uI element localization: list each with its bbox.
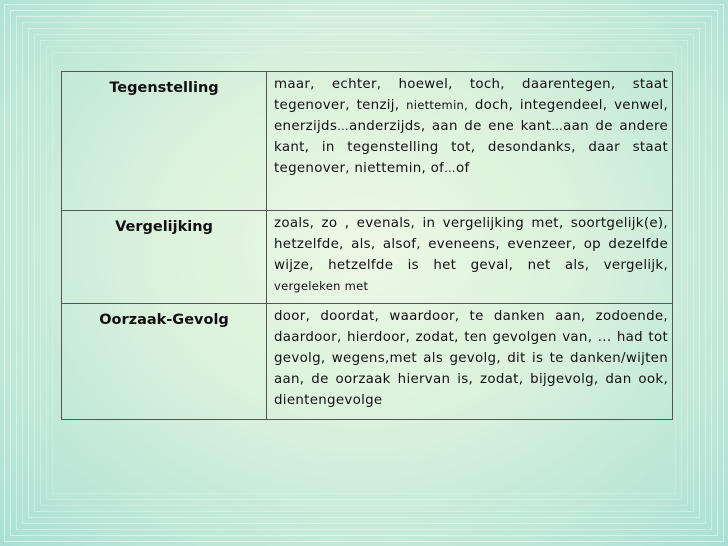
description-cell xyxy=(267,211,673,304)
description-text: of xyxy=(455,161,470,176)
term-cell: Oorzaak-Gevolg xyxy=(62,304,267,420)
term-cell: Vergelijking xyxy=(62,211,267,304)
description-text: … xyxy=(337,119,349,133)
description-text: … xyxy=(444,161,456,175)
description-text: doch, integendeel, venwel, enerzijds xyxy=(274,98,669,134)
description-text: zoals, zo , evenals, in vergelijking met, soortgelijk(e), hetzelfde, als, alsof, eveneens, evenzeer, op dezelfde wijze, hetzelfde is het geval, net als, vergelijk, xyxy=(274,216,668,273)
description-cell xyxy=(267,72,673,211)
description-text: … xyxy=(551,119,564,133)
term-cell: Tegenstelling xyxy=(62,72,267,211)
table-row xyxy=(62,304,673,420)
table-row xyxy=(62,211,673,304)
description-text: maar, echter, hoewel, toch, daarentegen, staat tegenover, tenzij, xyxy=(274,77,668,113)
description-text: niettemin, xyxy=(406,98,469,112)
description-text: aan de andere kant, in tegenstelling tot, desondanks, daar staat tegenover, niettemin, of xyxy=(274,119,669,176)
conjunction-table xyxy=(61,71,673,420)
description-cell xyxy=(267,304,673,420)
description-text: door, doordat, waardoor, te danken aan, zodoende, daardoor, hierdoor, zodat, ten gevolgen van, ... had tot gevolg, wegens,met als gevolg, dit is te danken/wijten aan, de oorzaak hiervan is, zodat, bijgevolg, dan ook, dientengevolge xyxy=(274,309,668,408)
table-row xyxy=(62,72,673,211)
description-text: vergeleken met xyxy=(274,279,369,293)
description-text: anderzijds, aan de ene kant xyxy=(348,119,552,134)
